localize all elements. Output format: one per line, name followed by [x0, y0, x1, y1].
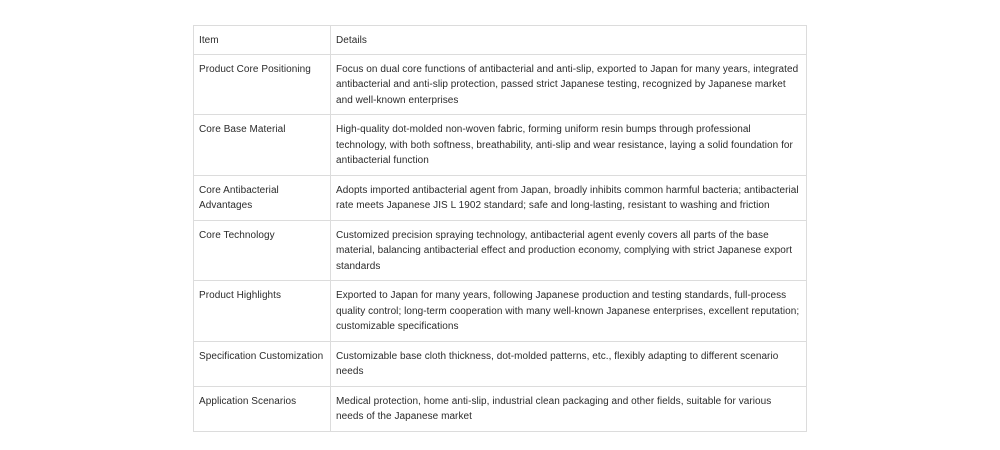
- row-item-cell: Application Scenarios: [194, 386, 331, 431]
- row-details-cell: Customized precision spraying technology, antibacterial agent evenly covers all parts of the base material, balancing antibacterial effect and production economy, complying with strict Japanese export standards: [331, 220, 807, 281]
- row-item-cell: Core Base Material: [194, 115, 331, 176]
- row-details-cell: Adopts imported antibacterial agent from Japan, broadly inhibits common harmful bacteria; antibacterial rate meets Japanese JIS L 1902 standard; safe and long-lasting, resistant to washing and friction: [331, 175, 807, 220]
- row-details-cell: Focus on dual core functions of antibacterial and anti-slip, exported to Japan for many years, integrated antibacterial and anti-slip protection, passed strict Japanese testing, recognized by Japanese market and well-known enterprises: [331, 54, 807, 115]
- table-header-row: [194, 26, 807, 55]
- table-row: [194, 281, 807, 342]
- row-item-cell: Product Core Positioning: [194, 54, 331, 115]
- table-row: [194, 220, 807, 281]
- product-info-table: [193, 25, 807, 432]
- row-item-cell: Core Antibacterial Advantages: [194, 175, 331, 220]
- row-details-cell: Exported to Japan for many years, following Japanese production and testing standards, full-process quality control; long-term cooperation with many well-known Japanese enterprises, excellent reputation; customizable specifications: [331, 281, 807, 342]
- table-row: [194, 175, 807, 220]
- table-row: [194, 54, 807, 115]
- row-details-cell: Customizable base cloth thickness, dot-molded patterns, etc., flexibly adapting to different scenario needs: [331, 341, 807, 386]
- table-row: [194, 386, 807, 431]
- row-item-cell: Specification Customization: [194, 341, 331, 386]
- header-item: Item: [194, 26, 331, 55]
- table-row: [194, 115, 807, 176]
- header-details: Details: [331, 26, 807, 55]
- row-details-cell: High-quality dot-molded non-woven fabric, forming uniform resin bumps through professional technology, with both softness, breathability, anti-slip and wear resistance, laying a solid foundation for antibacterial function: [331, 115, 807, 176]
- row-details-cell: Medical protection, home anti-slip, industrial clean packaging and other fields, suitable for various needs of the Japanese market: [331, 386, 807, 431]
- row-item-cell: Core Technology: [194, 220, 331, 281]
- table-row: [194, 341, 807, 386]
- row-item-cell: Product Highlights: [194, 281, 331, 342]
- product-info-table-container: [193, 25, 806, 432]
